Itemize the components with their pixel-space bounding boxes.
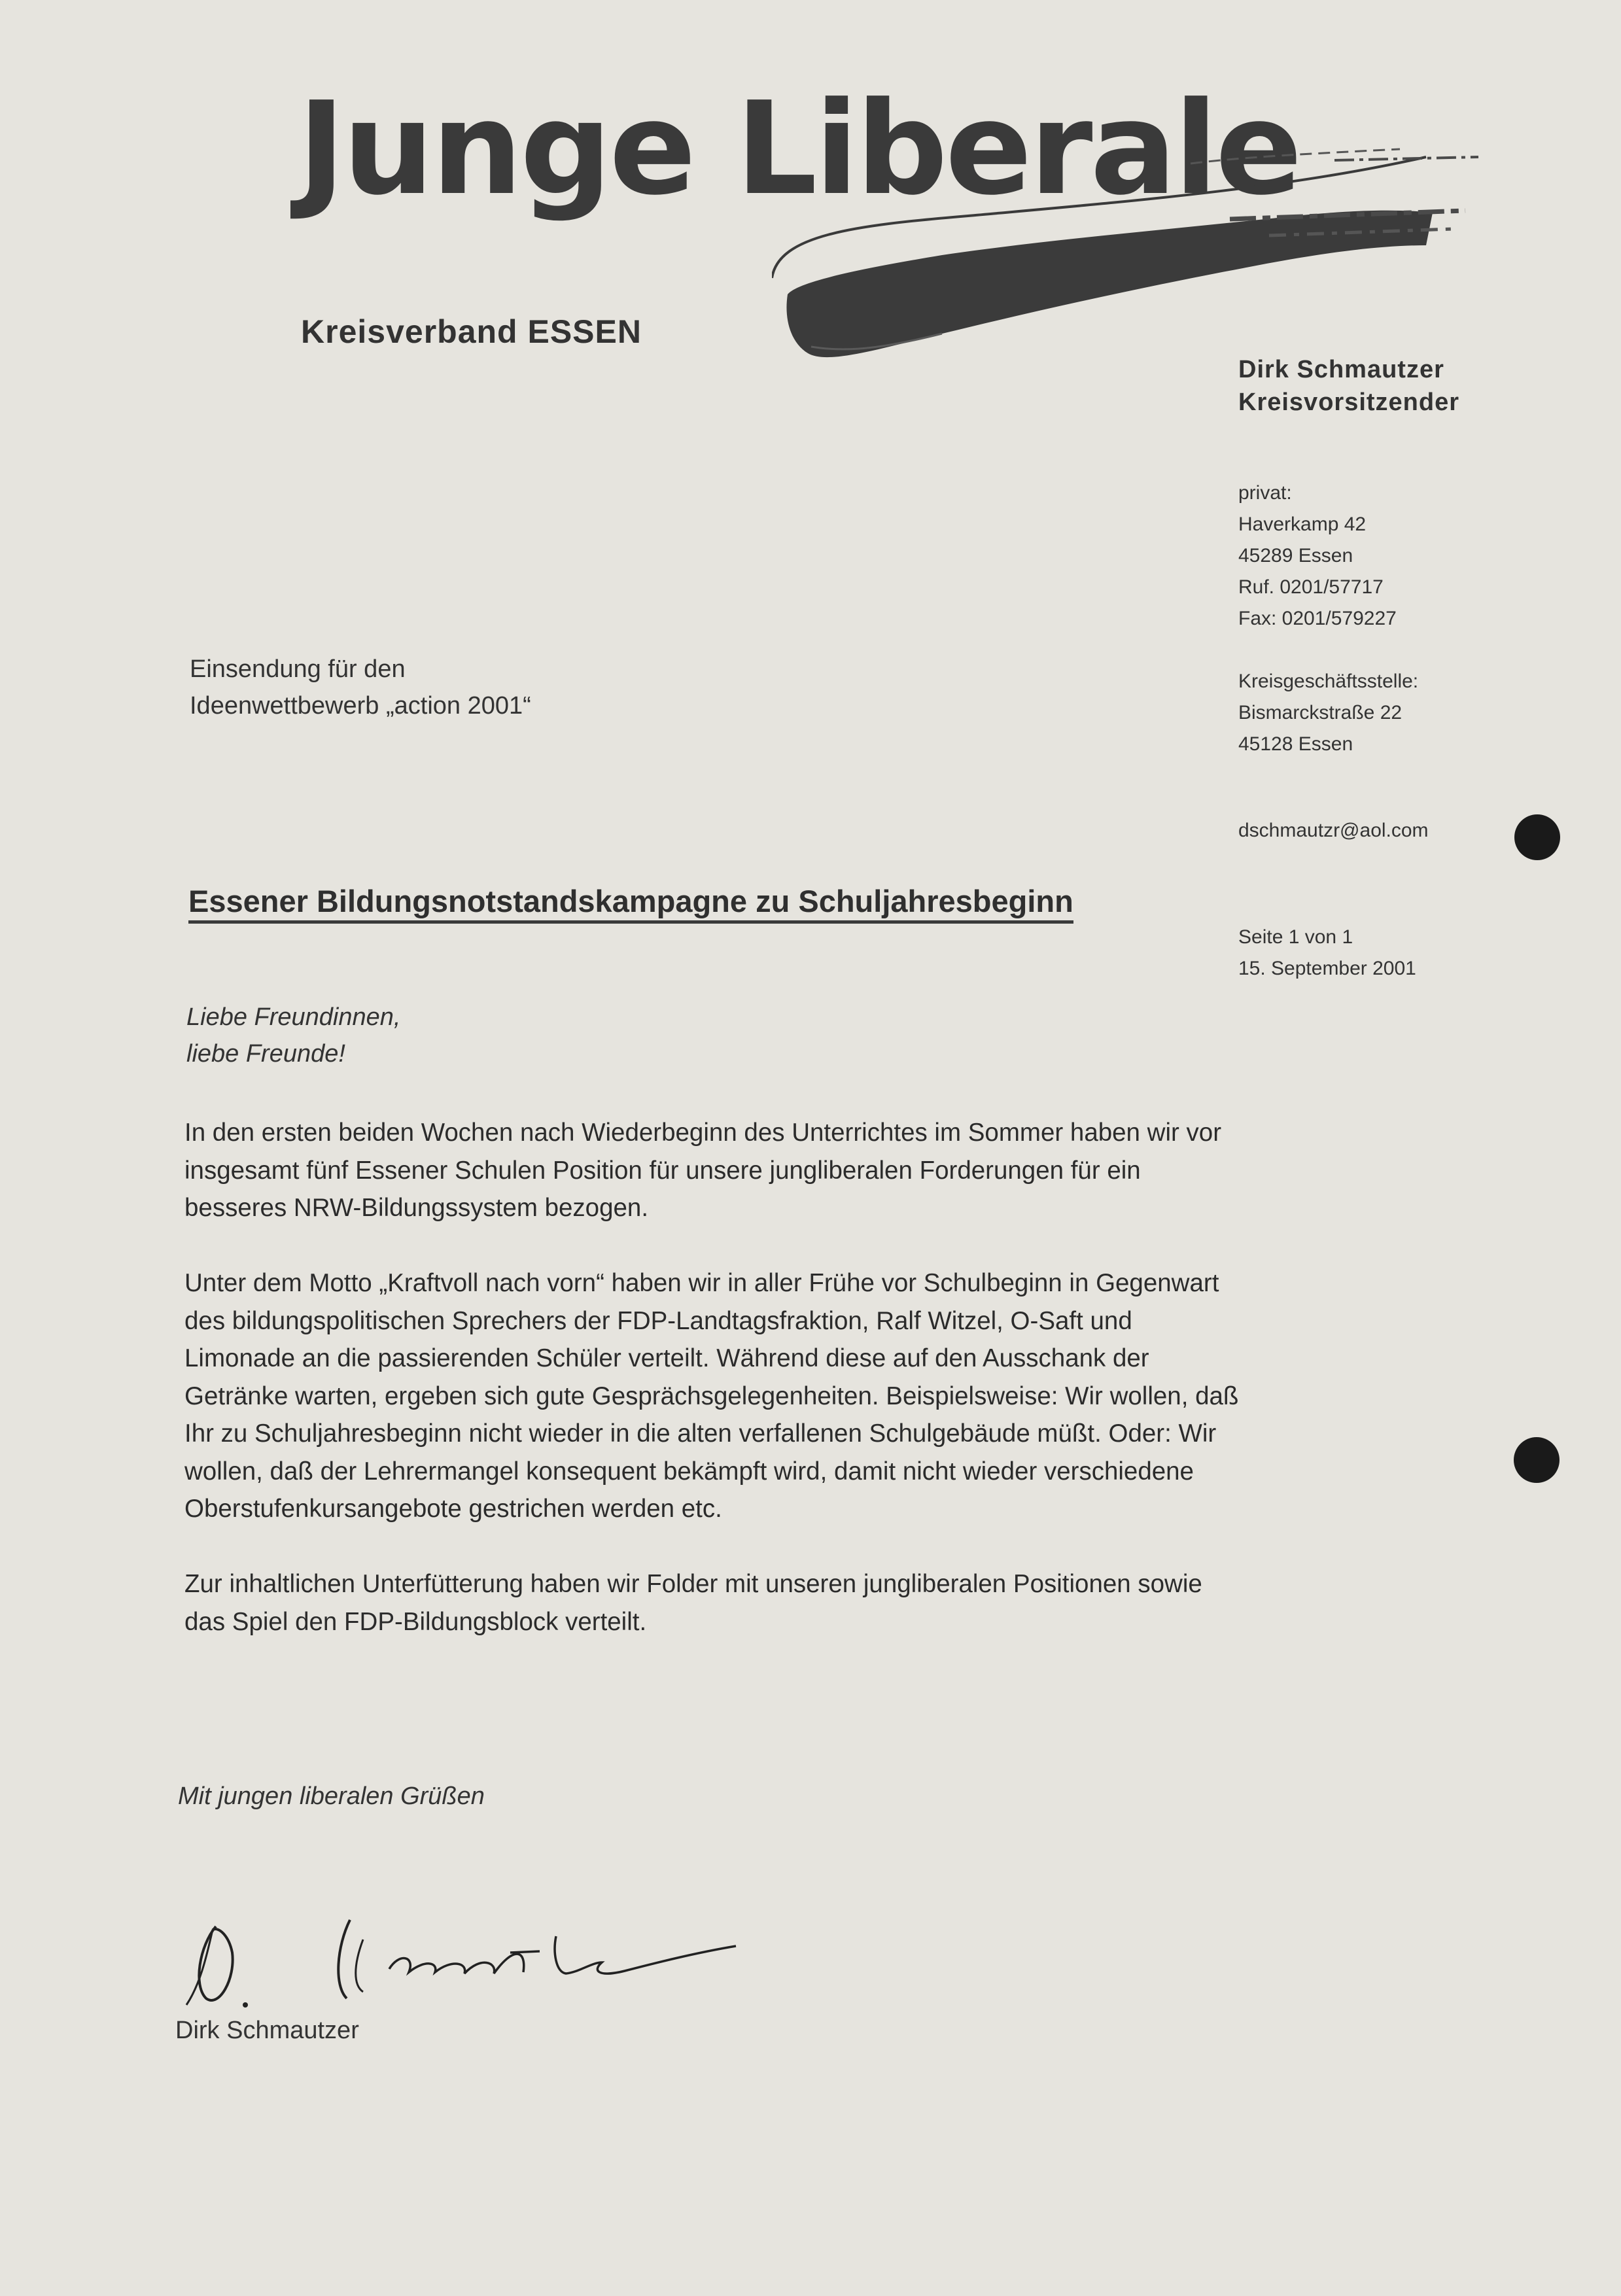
contact-sidebar [1238,353,1605,984]
letter-date: 15. September 2001 [1238,958,1416,979]
signer-name: Dirk Schmautzer [175,2017,359,2044]
fax-number: Fax: 0201/579227 [1238,608,1397,629]
page-number: Seite 1 von 1 [1238,926,1353,948]
private-street: Haverkamp 42 [1238,513,1367,535]
handwritten-signature [173,1900,749,2031]
closing-line: Mit jungen liberalen Grüßen [178,1783,485,1810]
submission-line-1: Einsendung für den [190,655,406,683]
sender-name: Dirk Schmautzer [1238,356,1444,383]
private-label: privat: [1238,482,1292,504]
private-city: 45289 Essen [1238,545,1353,566]
email-address: dschmautzr@aol.com [1238,820,1429,841]
office-label: Kreisgeschäftsstelle: [1238,670,1419,692]
body-paragraph-2: Unter dem Motto „Kraftvoll nach vorn“ haben wir in aller Frühe vor Schulbeginn in Gegenwart des bildungspolitischen Sprechers der FDP-Landtagsfraktion, Ralf Witzel, O-Saft und Limonade an die passierenden Schüler verteilt. Während diese auf den Ausschank der Getränke warten, ergeben sich gute Gesprächsgelegenheiten. Beispielsweise: Wir wollen, daß Ihr zu Schuljahresbeginn nicht wieder in die alten verfallenen Schulgebäude müßt. Oder: Wir wollen, daß der Lehrermangel konsequent bekämpft wird, damit nicht wieder verschiedene Oberstufenkursangebote gestrichen werden etc. [184,1269,1239,1523]
page-and-date [1238,922,1605,984]
office-street: Bismarckstraße 22 [1238,702,1403,723]
kreisverband-heading: Kreisverband ESSEN [301,313,642,350]
body-paragraph-1: In den ersten beiden Wochen nach Wiederbeginn des Unterrichtes im Sommer haben wir vor insgesamt fünf Essener Schulen Position für unsere jungliberalen Forderungen für ein besseres NRW-Bildungssystem bezogen. [184,1119,1222,1222]
sender-role: Kreisvorsitzender [1238,389,1460,416]
private-address [1238,478,1605,635]
submission-note [190,651,531,724]
document-title: Essener Bildungsnotstandskampagne zu Schuljahresbeginn [188,883,1073,924]
punch-hole-lower [1514,1437,1560,1483]
logo-title: Junge Liberale [298,75,1300,224]
body-paragraph-3: Zur inhaltlichen Unterfütterung haben wir Folder mit unseren jungliberalen Positionen sowie das Spiel den FDP-Bildungsblock verteilt. [184,1570,1202,1636]
salutation-line-1: Liebe Freundinnen, [186,1003,401,1031]
punch-hole-upper [1514,814,1560,860]
salutation [186,999,400,1072]
salutation-line-2: liebe Freunde! [186,1040,345,1068]
office-city: 45128 Essen [1238,733,1353,755]
phone-number: Ruf. 0201/57717 [1238,576,1384,598]
office-address [1238,666,1605,760]
submission-line-2: Ideenwettbewerb „action 2001“ [190,692,531,720]
letter-body [184,1114,1244,1679]
